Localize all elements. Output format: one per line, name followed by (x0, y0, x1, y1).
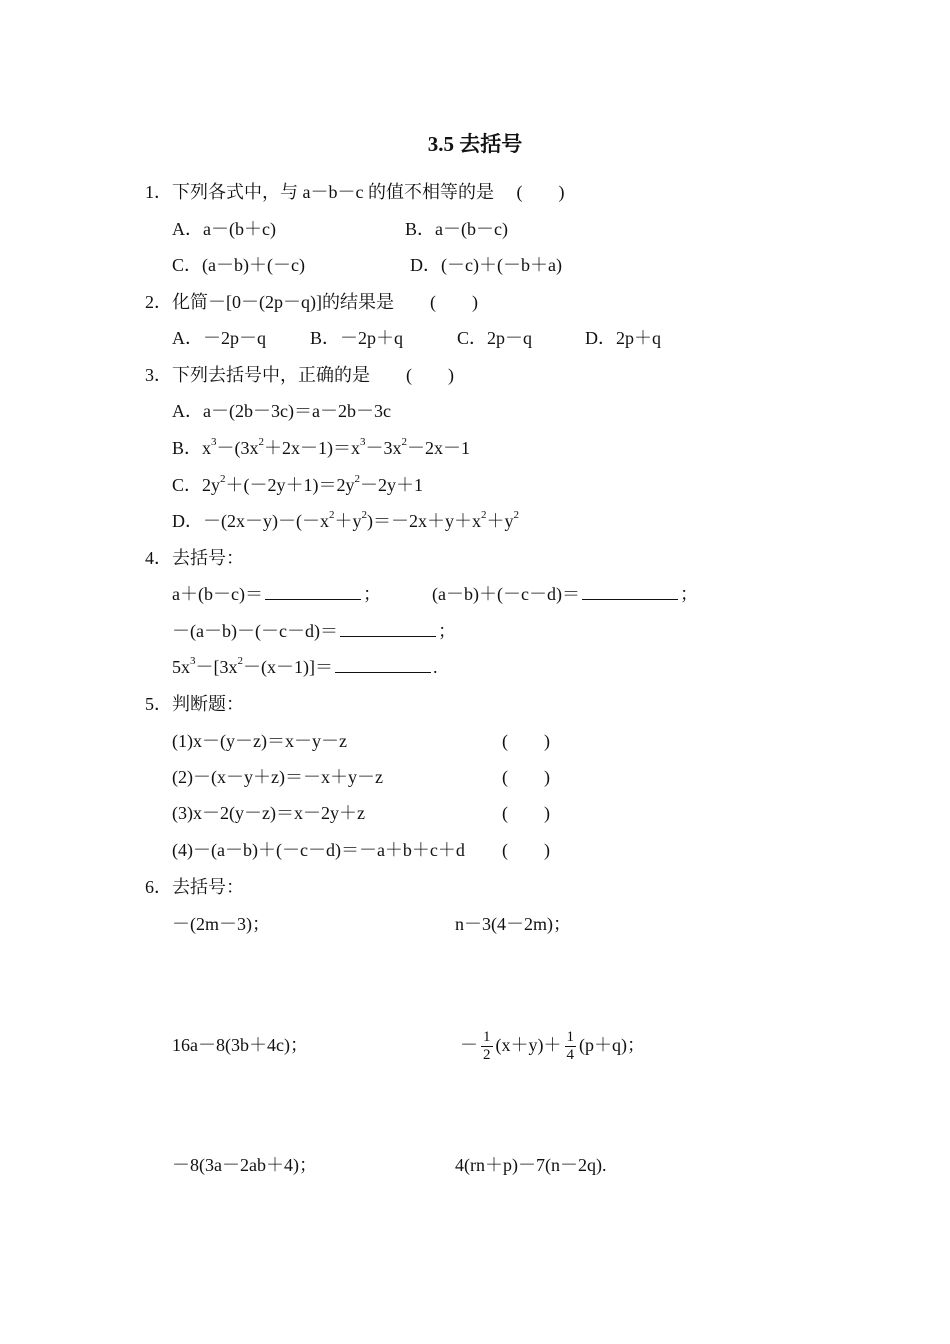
q4-expression-2: (a－b)＋(－c－d)＝ ； (432, 584, 698, 604)
fraction-one-quarter: $\frac{1}{4}$ (566, 1029, 574, 1064)
page-title: 3.5 去括号 (427, 132, 523, 156)
q6-expression-5: －8(3a－2ab＋4)； (172, 1155, 317, 1175)
q5-item-2: (2)－(x－y＋z)＝－x＋y－z (172, 767, 383, 787)
q3-option-a: A．a－(2b－3c)＝a－2b－3c (172, 401, 391, 421)
q3-option-c: C．$2y^2+(-2y+1)=2y^2-2y+1$ (172, 473, 424, 495)
q2-option-a: A．－2p－q (172, 328, 266, 348)
q6-expression-4: － $\frac{1}{2}$ (x＋y)＋ $\frac{1}{4}$ (p＋q)； (460, 1029, 645, 1064)
q2-option-b: B．－2p＋q (310, 328, 404, 348)
q6-expression-2: n－3(4－2m)； (455, 914, 571, 934)
answer-blank[interactable] (335, 656, 431, 673)
q6-stem: 6．去括号： (145, 877, 244, 897)
q6-expression-1: －(2m－3)； (172, 914, 270, 934)
q5-bracket-3[interactable]: ( ) (502, 803, 550, 823)
q5-item-1: (1)x－(y－z)＝x－y－z (172, 731, 347, 751)
fraction-one-half: $\frac{1}{2}$ (483, 1029, 491, 1064)
q5-bracket-4[interactable]: ( ) (502, 840, 550, 860)
q2-stem: 2．化简－[0－(2p－q)]的结果是 ( ) (145, 292, 478, 312)
q5-item-4: (4)－(a－b)＋(－c－d)＝－a＋b＋c＋d (172, 840, 465, 860)
q2-option-c: C．2p－q (457, 328, 533, 348)
answer-blank[interactable] (340, 620, 436, 637)
q1-option-a: A．a－(b＋c) (172, 219, 276, 239)
q4-expression-4: $5x^3-[3x^2-(x-1)]=$ . (172, 655, 438, 677)
q4-expression-1: a＋(b－c)＝ ； (172, 584, 381, 604)
answer-blank[interactable] (582, 583, 678, 600)
q4-stem: 4．去括号： (145, 548, 244, 568)
q3-option-b: B．$x^3-(3x^2+2x-1)=x^3-3x^2-2x-1$ (172, 436, 471, 458)
q4-expression-3: －(a－b)－(－c－d)＝ ； (172, 621, 456, 641)
q2-option-d: D．2p＋q (585, 328, 661, 348)
q1-option-d: D．(－c)＋(－b＋a) (410, 255, 562, 275)
q5-bracket-1[interactable]: ( ) (502, 731, 550, 751)
q6-expression-3: 16a－8(3b＋4c)； (172, 1035, 308, 1055)
q5-stem: 5．判断题： (145, 694, 244, 714)
answer-blank[interactable] (265, 583, 361, 600)
q3-option-d: D．$-(2x-y)-(-x^2+y^2)=-2x+y+x^2+y^2$ (172, 509, 519, 531)
q3-stem: 3．下列去括号中，正确的是 ( ) (145, 365, 454, 385)
q5-item-3: (3)x－2(y－z)＝x－2y＋z (172, 803, 365, 823)
q1-option-b: B．a－(b－c) (405, 219, 508, 239)
q1-option-c: C．(a－b)＋(－c) (172, 255, 305, 275)
q1-stem: 1．下列各式中，与 a－b－c 的值不相等的是 ( ) (145, 182, 565, 202)
q5-bracket-2[interactable]: ( ) (502, 767, 550, 787)
q6-expression-6: 4(rn＋p)－7(n－2q). (455, 1155, 607, 1175)
